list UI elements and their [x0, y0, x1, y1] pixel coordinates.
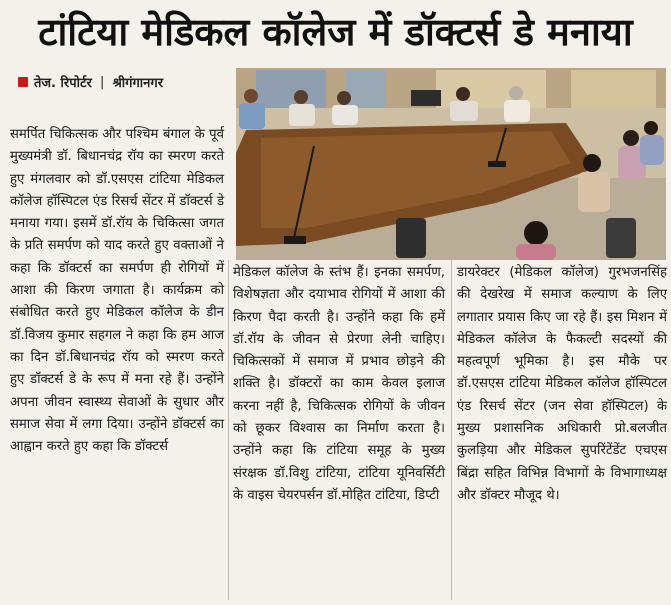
- photo-icon: [236, 68, 666, 260]
- headline: टांटिया मेडिकल कॉलेज में डॉक्टर्स डे मनाया: [38, 10, 633, 54]
- article-column-1: समर्पित चिकित्सक और पश्चिम बंगाल के पूर्व मुख्यमंत्री डॉ. बिधानचंद्र रॉय का स्मरण करते हुए मंगलवार को डॉ.एसएस टांटिया मेडिकल कॉलेज हॉस्पिटल एंड रिसर्च सेंटर में डॉक्टर्स डे मनाया गया। इसमें डॉ.रॉय के चिकित्सा जगत के प्रति समर्पण को याद करते हुए वक्ताओं ने कहा कि डॉक्टर्स का समर्पण ही रोगियों में आशा की किरण जगाता है। कार्यक्रम को संबोधित करते हुए मेडिकल कॉलेज के डीन डॉ.विजय कुमार सहगल ने कहा कि हम आज का दिन डॉ.बिधानचंद्र रॉय को स्मरण करते हुए डॉक्टर्स डे के रूप में मना रहे हैं। उन्होंने अपना जीवन स्वास्थ्य सेवाओं के सुधार और समाज सेवा में लगा दिया। उन्होंने डॉक्टर्स का आह्वान करते हुए कहा कि डॉक्टर्स: [10, 127, 224, 455]
- byline-marker-icon: [18, 77, 28, 87]
- news-photo: [236, 68, 666, 260]
- column-divider: [451, 260, 452, 600]
- article-column-3: डायरेक्टर (मेडिकल कॉलेज) गुरभजनसिंह की देखरेख में समाज कल्याण के लिए लगातार प्रयास किए जा रहे हैं। इस मिशन में मेडिकल कॉलेज के फैकल्टी सदस्यों की महत्वपूर्ण भूमिका है। इस मौके पर डॉ.एसएस टांटिया मेडिकल कॉलेज हॉस्पिटल एंड रिसर्च सेंटर (जन सेवा हॉस्पिटल) के मुख्य प्रशासनिक अधिकारी प्रो.बलजीत कुलड़िया और मेडिकल सुपरिंटेंडेंट एचएस बिंद्रा सहित विभिन्न विभागों के विभागाध्यक्ष और डॉक्टर मौजूद थे।: [457, 265, 667, 503]
- article-column-2: मेडिकल कॉलेज के स्तंभ हैं। इनका समर्पण, विशेषज्ञता और दयाभाव रोगियों में आशा की किरण पैदा करती है। उन्होंने कहा कि हमें डॉ.रॉय के जीवन से प्रेरणा लेनी चाहिए। चिकित्सकों में समाज में प्रभाव छोड़ने की शक्ति है। डॉक्टरों का काम केवल इलाज करना नहीं है, चिकित्सक रोगियों के जीवन को छूकर विश्वास का निर्माण करता है। उन्होंने कहा कि टांटिया समूह के मुख्य संरक्षक डॉ.विशु टांटिया, टांटिया यूनिवर्सिटी के वाइस चेयरपर्सन डॉ.मोहित टांटिया, डिप्टी: [233, 265, 445, 503]
- byline: [18, 71, 163, 93]
- dateline-location: श्रीगंगानगर: [112, 76, 164, 91]
- byline-separator: |: [99, 74, 105, 90]
- reporter-name: तेज. रिपोर्टर: [34, 76, 92, 91]
- column-divider: [228, 260, 229, 600]
